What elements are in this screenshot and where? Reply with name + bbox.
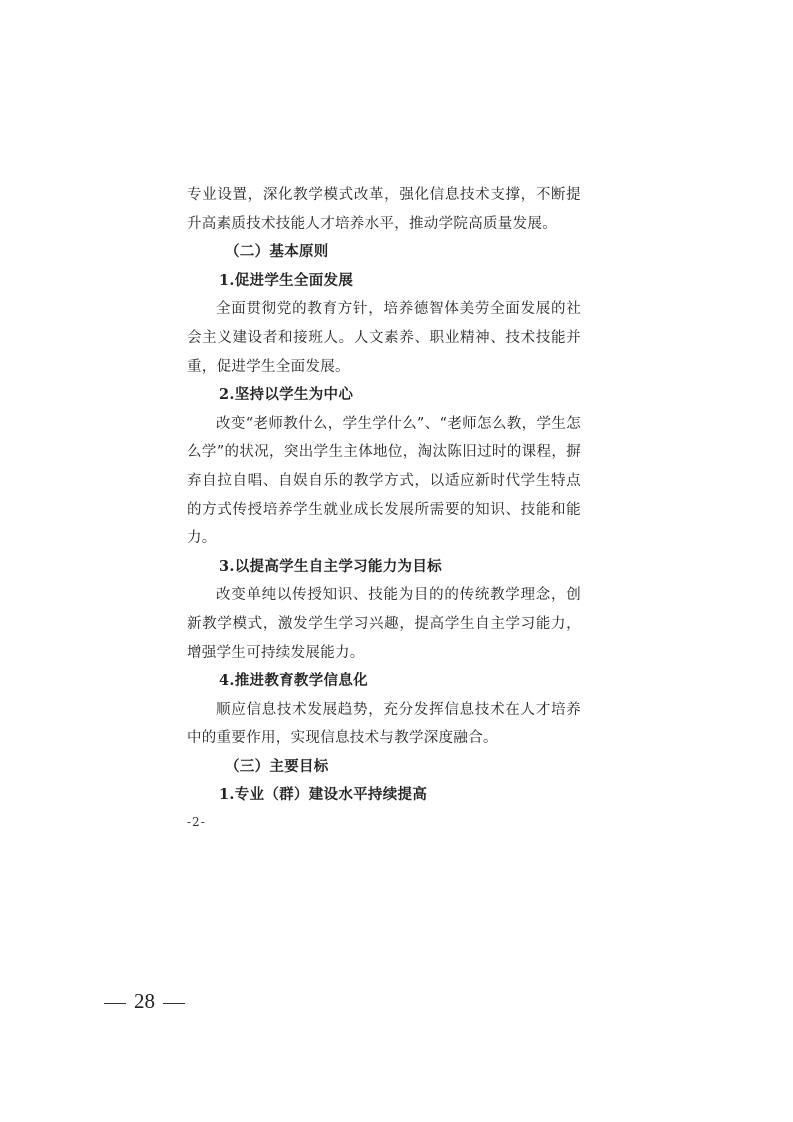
page-number: 28: [134, 989, 155, 1013]
subheading-goal-1: 1.专业（群）建设水平持续提高: [219, 786, 428, 804]
footer-dash-right: [163, 1003, 185, 1004]
subheading-principle-1: 1.促进学生全面发展: [219, 271, 354, 289]
paragraph-principle-4: 顺应信息技术发展趋势，充分发挥信息技术在人才培养中的重要作用，实现信息技术与教学深度融合。: [187, 701, 581, 747]
footer-dash-left: [104, 1003, 126, 1004]
paragraph-intro: 专业设置，深化教学模式改革，强化信息技术支撑，不断提升高素质技术技能人才培养水平，推动学院高质量发展。: [187, 187, 581, 232]
document-body: [187, 181, 581, 832]
subheading-principle-4: 4.推进教育教学信息化: [219, 672, 368, 690]
inner-page-number: -2-: [187, 815, 206, 830]
paragraph-principle-2: 改变“老师教什么，学生学什么”、“老师怎么教，学生怎么学”的状况，突出学生主体地位，淘汰陈旧过时的课程，摒弃自拉自唱、自娱自乐的教学方式，以适应新时代学生特点的方式传授培养学生就业成长发展所需要的知识、技能和能力。: [187, 415, 581, 547]
paragraph-principle-1: 全面贯彻党的教育方针，培养德智体美劳全面发展的社会主义建设者和接班人。人文素养、职业精神、技术技能并重，促进学生全面发展。: [187, 301, 581, 375]
page-footer: [104, 988, 185, 1014]
subheading-principle-3: 3.以提高学生自主学习能力为目标: [219, 557, 442, 575]
section-heading-basic-principles: （二）基本原则: [225, 243, 329, 261]
paragraph-principle-3: 改变单纯以传授知识、技能为目的的传统教学理念，创新教学模式，激发学生学习兴趣，提高学生自主学习能力，增强学生可持续发展能力。: [187, 587, 581, 661]
subheading-principle-2: 2.坚持以学生为中心: [219, 386, 354, 404]
section-heading-main-goals: （三）主要目标: [225, 757, 329, 775]
